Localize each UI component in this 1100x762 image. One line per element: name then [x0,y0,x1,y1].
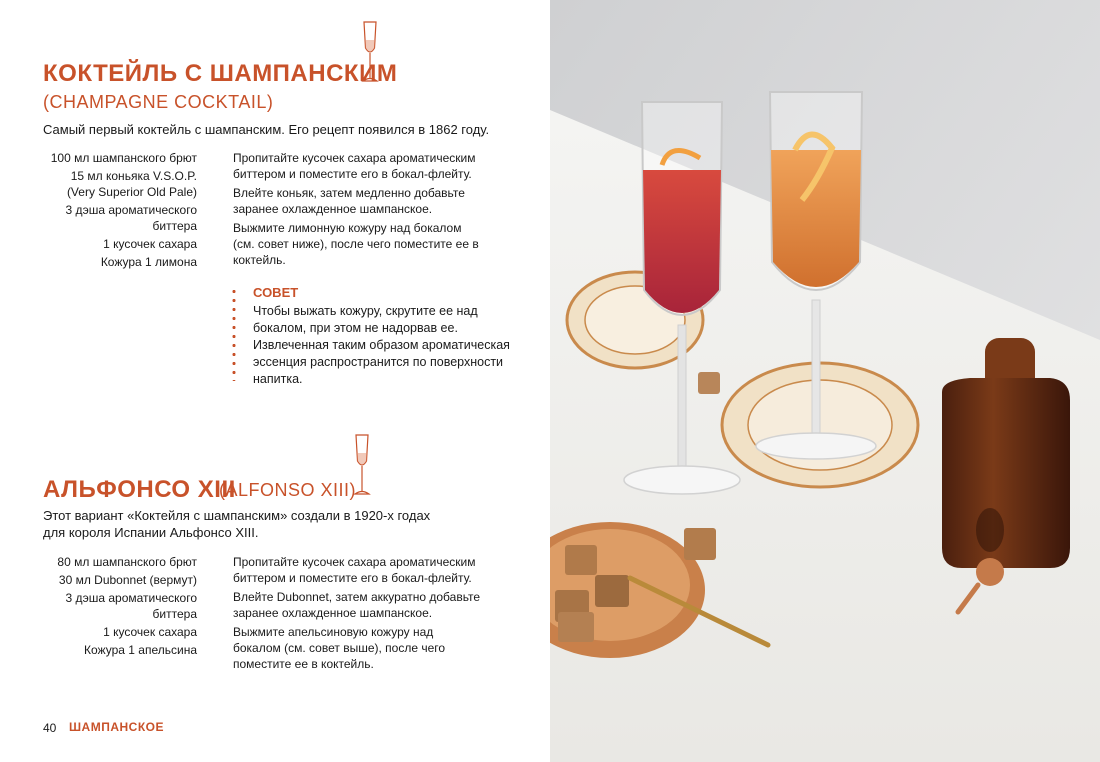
ingredient-line: 3 дэша ароматического [65,591,197,605]
sugar-cube [698,372,720,394]
tip-title: СОВЕТ [253,285,299,300]
page-number: 40 [43,721,57,735]
ingredient [41,590,197,622]
sugar-cube [565,545,597,575]
ingredient: Кожура 1 лимона [100,255,197,269]
ingredient [41,168,197,200]
cork-stopper [976,558,1004,586]
ingredient: 1 кусочек сахара [103,625,197,639]
ingredient: Кожура 1 апельсина [84,643,197,657]
ingredients-list [41,150,197,272]
glass-stem [678,325,686,475]
ingredient-line: (Very Superior Old Pale) [66,185,197,199]
ingredient [41,202,197,234]
section-label: ШАМПАНСКОЕ [69,720,165,734]
step: Влейте Dubonnet, затем аккуратно добавьте заранее охлажденное шампанское. [233,590,481,620]
ingredients-list [41,554,197,660]
step: Пропитайте кусочек сахара ароматическим биттером и поместите его в бокал-флейту. [233,555,476,585]
recipe-title: АЛЬФОНСО XIII [43,476,236,503]
dotted-rule [232,287,236,381]
glass-stem [812,300,820,442]
step: Пропитайте кусочек сахара ароматическим биттером и поместите его в бокал-флейту. [233,151,476,181]
tip-box [232,285,512,388]
glass-base [624,466,740,494]
ingredient-line: 15 мл коньяка V.S.O.P. [70,169,197,183]
ingredient-line: 3 дэша ароматического [65,203,197,217]
orange-cocktail [771,150,861,287]
cocktail-photo [550,0,1100,762]
recipe-intro: Этот вариант «Коктейля с шампанским» создали в 1920-х годах для короля Испании Альфонсо XIII. [43,508,431,540]
recipe-intro: Самый первый коктейль с шампанским. Его рецепт появился в 1862 году. [43,122,490,137]
steps-list [233,554,483,675]
ingredient: 80 мл шампанского брют [57,555,197,569]
step: Выжмите апельсиновую кожуру над бокалом (см. совет выше), после чего поместите ее в коктейль. [233,625,446,671]
ingredient: 100 мл шампанского брют [50,151,197,165]
recipe-subtitle: (CHAMPAGNE COCKTAIL) [43,92,274,112]
bitters-bottle [942,378,1070,568]
sugar-cube [684,528,716,560]
steps-list [233,150,483,271]
step: Влейте коньяк, затем медленно добавьте заранее охлажденное шампанское. [233,186,465,216]
red-cocktail [643,170,721,313]
ingredient-line: биттера [152,607,197,621]
tip-text: Чтобы выжать кожуру, скрутите ее над бокалом, при этом не надорвав ее. Извлеченная таким образом ароматическая эссенция распространится по поверхности напитка. [253,304,510,386]
ingredient: 30 мл Dubonnet (вермут) [58,573,197,587]
photo-illustration [550,0,1100,762]
step: Выжмите лимонную кожуру над бокалом (см. совет ниже), после чего поместите ее в коктейль. [233,221,479,267]
ingredient-line: биттера [152,219,197,233]
recipe-subtitle: (ALFONSO XIII) [219,480,357,500]
bottle-reflection [976,508,1004,552]
sugar-cube [558,612,594,642]
recipe-title: КОКТЕЙЛЬ С ШАМПАНСКИМ [43,60,398,87]
sugar-cube [595,575,629,607]
glass-base [756,433,876,459]
ingredient: 1 кусочек сахара [103,237,197,251]
